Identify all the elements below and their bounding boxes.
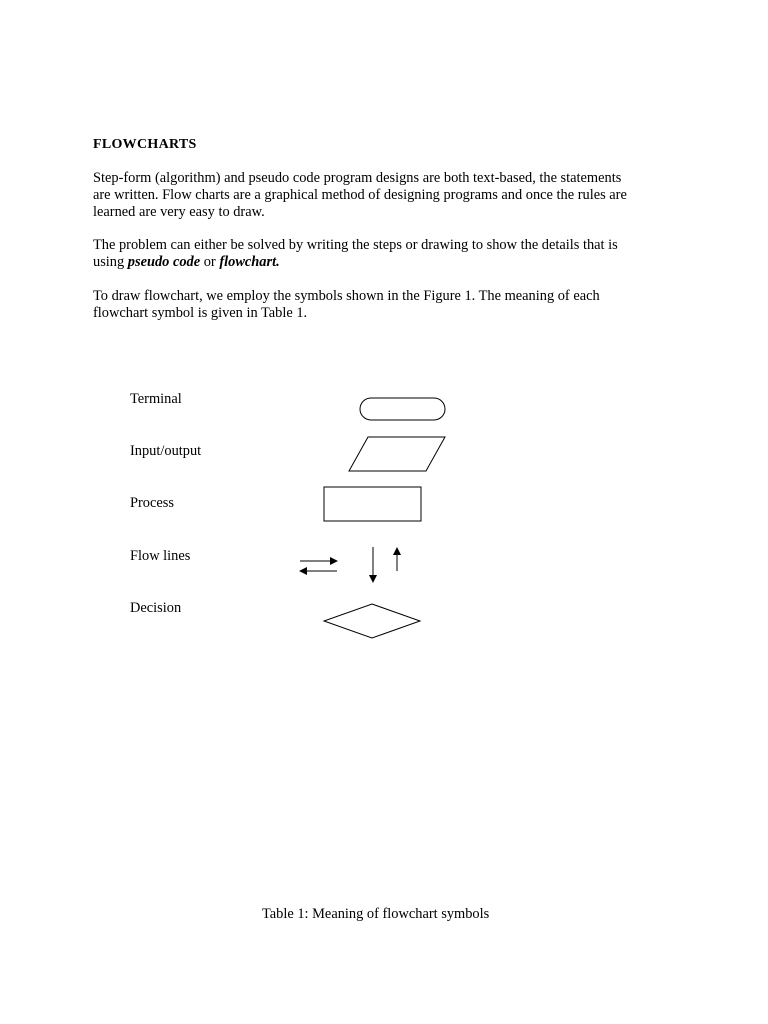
flow-lines-label: Flow lines xyxy=(130,548,191,564)
terminal-shape xyxy=(360,398,445,420)
problem-line-1: The problem can either be solved by writing the steps or drawing to show the details that is xyxy=(93,237,618,253)
process-label: Process xyxy=(130,495,174,511)
intro-line-2: are written. Flow charts are a graphical method of designing programs and once the rules are xyxy=(93,187,627,203)
problem-prefix: using xyxy=(93,254,128,270)
decision-shape xyxy=(324,604,420,638)
intro-line-3: learned are very easy to draw. xyxy=(93,204,265,220)
table-caption: Table 1: Meaning of flowchart symbols xyxy=(262,906,490,922)
input-output-label: Input/output xyxy=(130,443,202,459)
problem-middle: or xyxy=(200,254,220,270)
decision-label: Decision xyxy=(130,600,182,616)
symbols-line-2: flowchart symbol is given in Table 1. xyxy=(93,305,308,321)
flowchart-term: flowchart. xyxy=(219,254,280,270)
page-title: FLOWCHARTS xyxy=(93,137,197,152)
pseudo-code-term: pseudo code xyxy=(127,254,201,270)
symbols-line-1: To draw flowchart, we employ the symbols shown in the Figure 1. The meaning of each xyxy=(93,288,600,304)
flow-lines-shape xyxy=(300,547,397,582)
input-output-shape xyxy=(349,437,445,471)
process-shape xyxy=(324,487,421,521)
intro-line-1: Step-form (algorithm) and pseudo code program designs are both text-based, the statements xyxy=(93,170,622,186)
terminal-label: Terminal xyxy=(130,391,182,407)
